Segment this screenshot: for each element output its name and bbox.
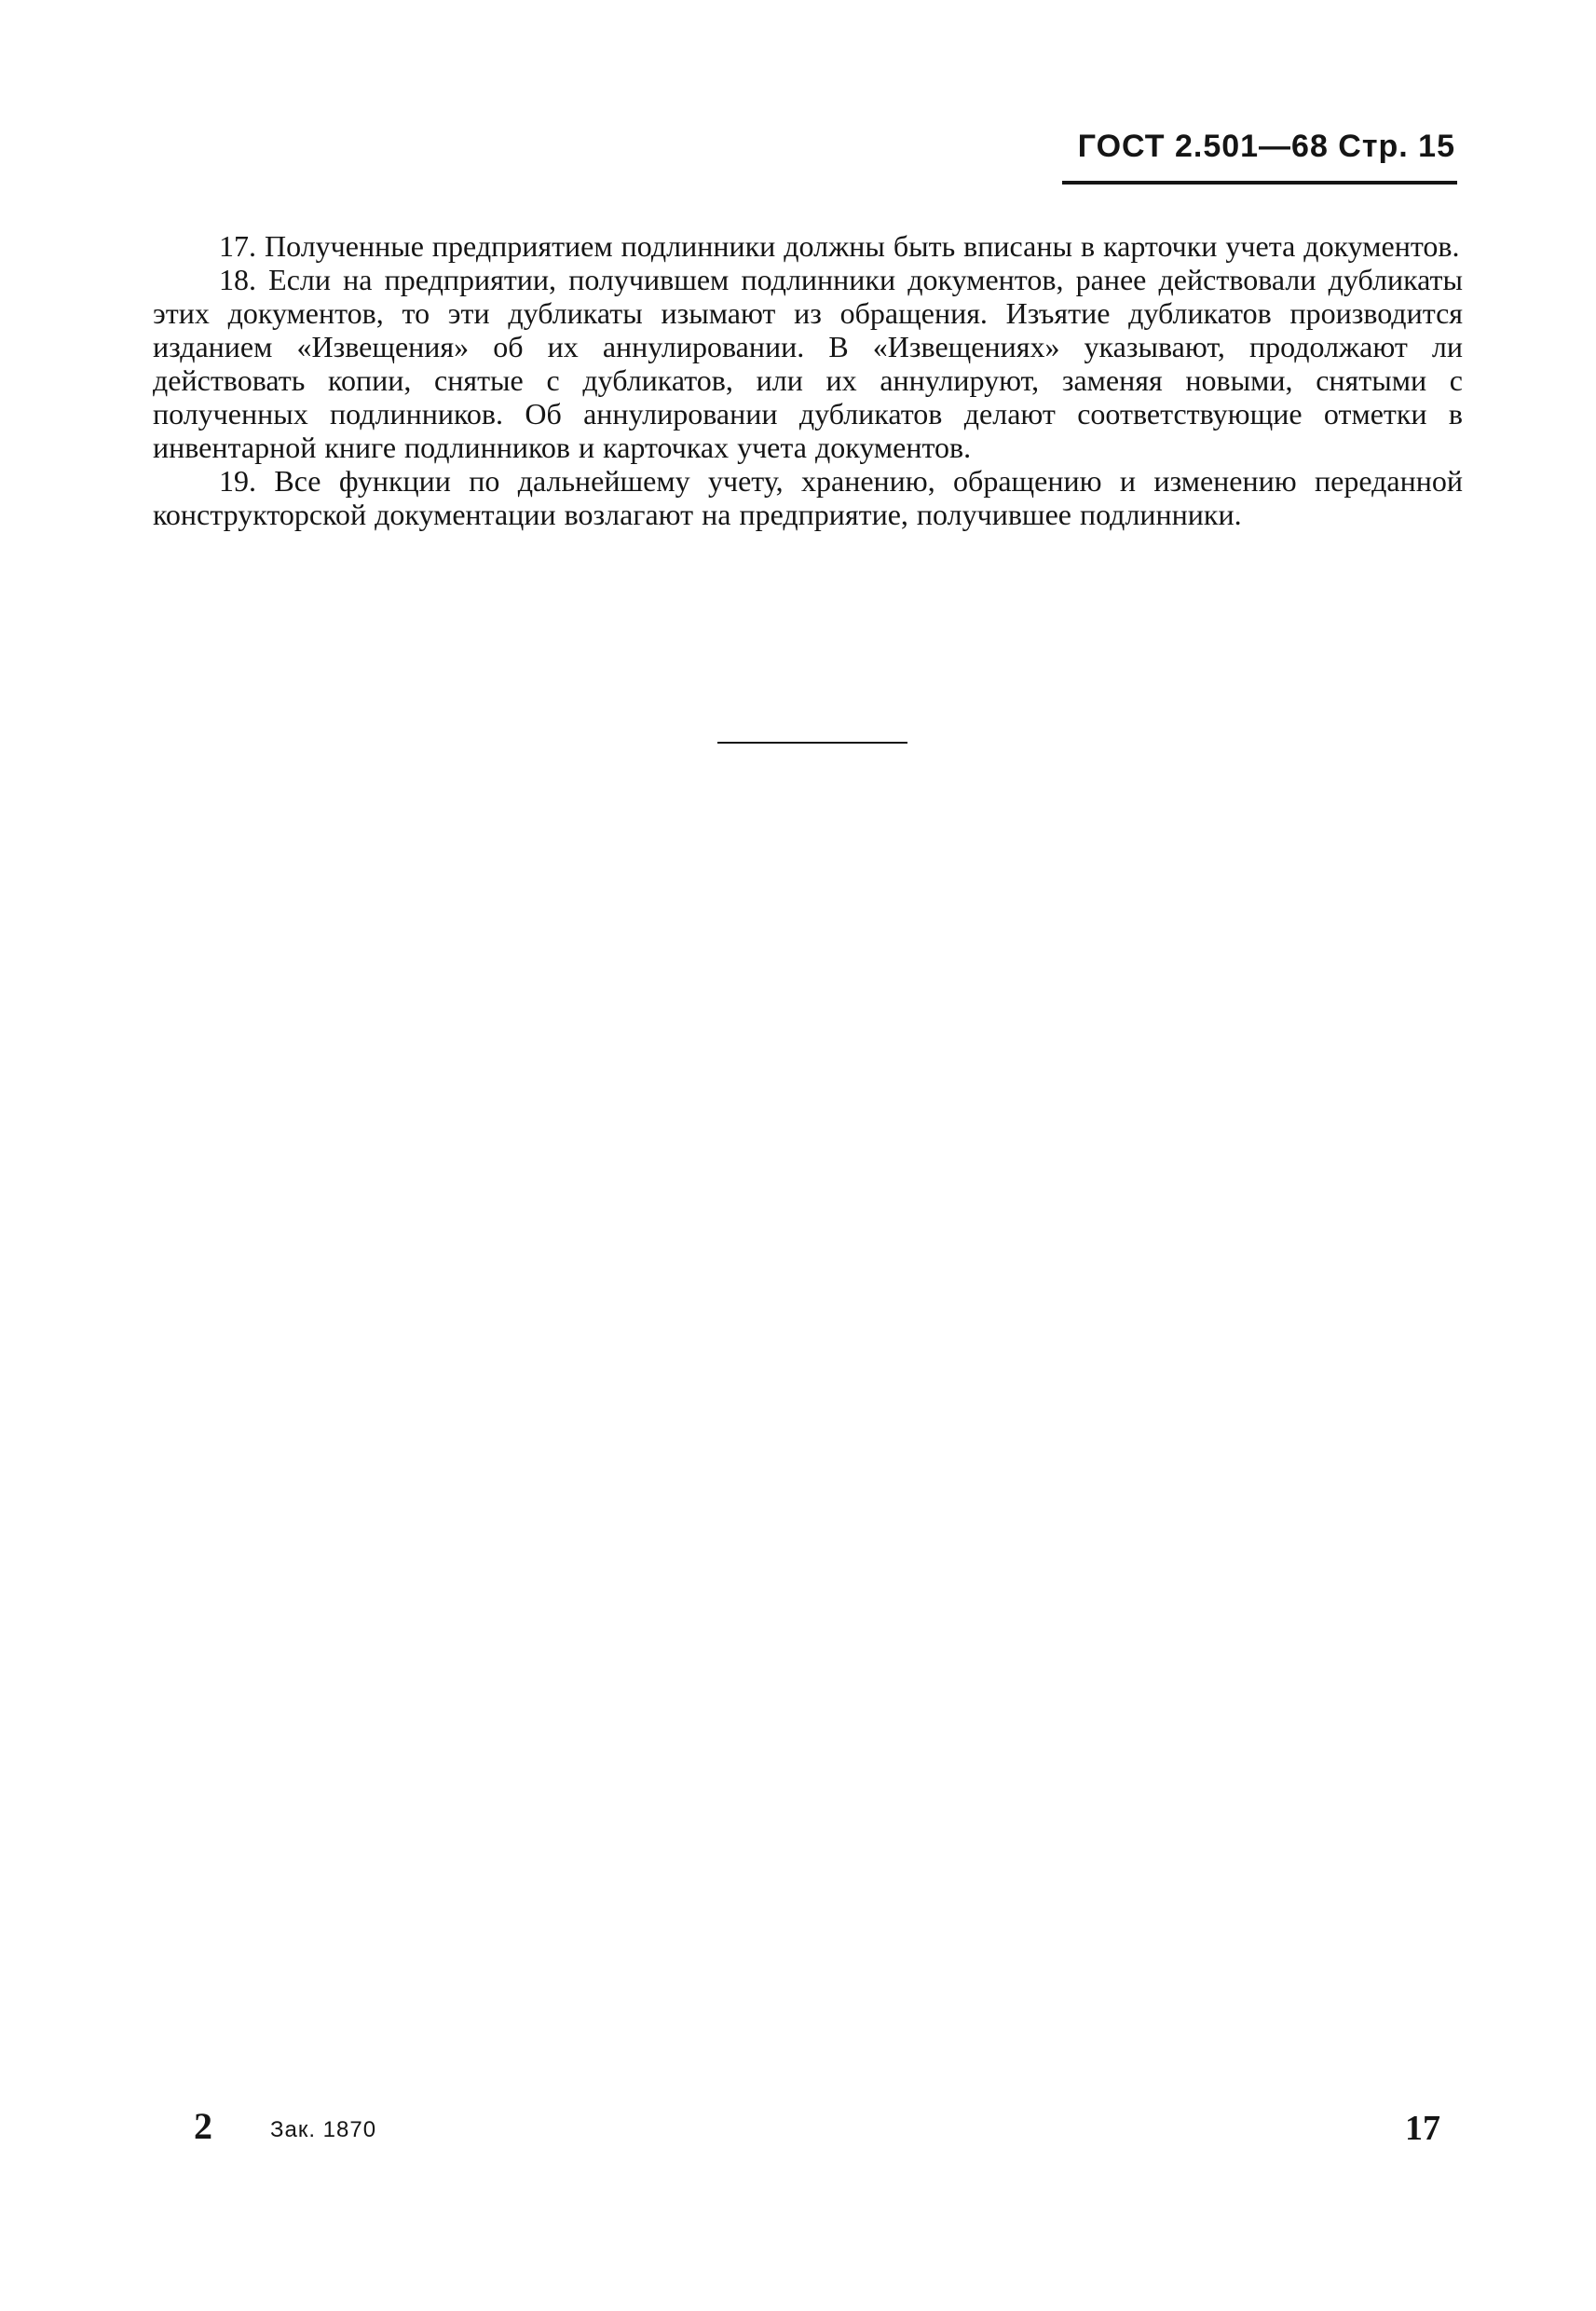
- standard-header-title: ГОСТ 2.501—68 Стр. 15: [1077, 129, 1455, 164]
- footer-order-number: Зак. 1870: [270, 2117, 377, 2142]
- paragraph-17: 17. Полученные предприятием подлинники должны быть вписаны в карточки учета документов.: [219, 229, 1460, 263]
- header-rule: [1062, 181, 1457, 185]
- document-body: [153, 229, 1463, 531]
- footer-page-number: 17: [1405, 2109, 1440, 2148]
- paragraph-19: 19. Все функции по дальнейшему учету, хранению, обращению и изменению переданной конструкторской документации возлагают на предприятие, получившее подлинники.: [153, 464, 1463, 531]
- page-header: [1062, 129, 1457, 188]
- footer-sheet-mark: 2: [194, 2105, 212, 2147]
- paragraph-18: 18. Если на предприятии, получившем подлинники документов, ранее действовали дубликаты этих документов, то эти дубликаты изымают из обращения. Изъятие дубликатов производится изданием «Извещения» об их аннулировании. В «Извещениях» указывают, продолжают ли действовать копии, снятые с дубликатов, или их аннулируют, заменяя новыми, снятыми с полученных подлинников. Об аннулировании дубликатов делают соответствующие отметки в инвентарной книге подлинников и карточках учета документов.: [153, 263, 1463, 464]
- end-separator-rule: [717, 742, 907, 744]
